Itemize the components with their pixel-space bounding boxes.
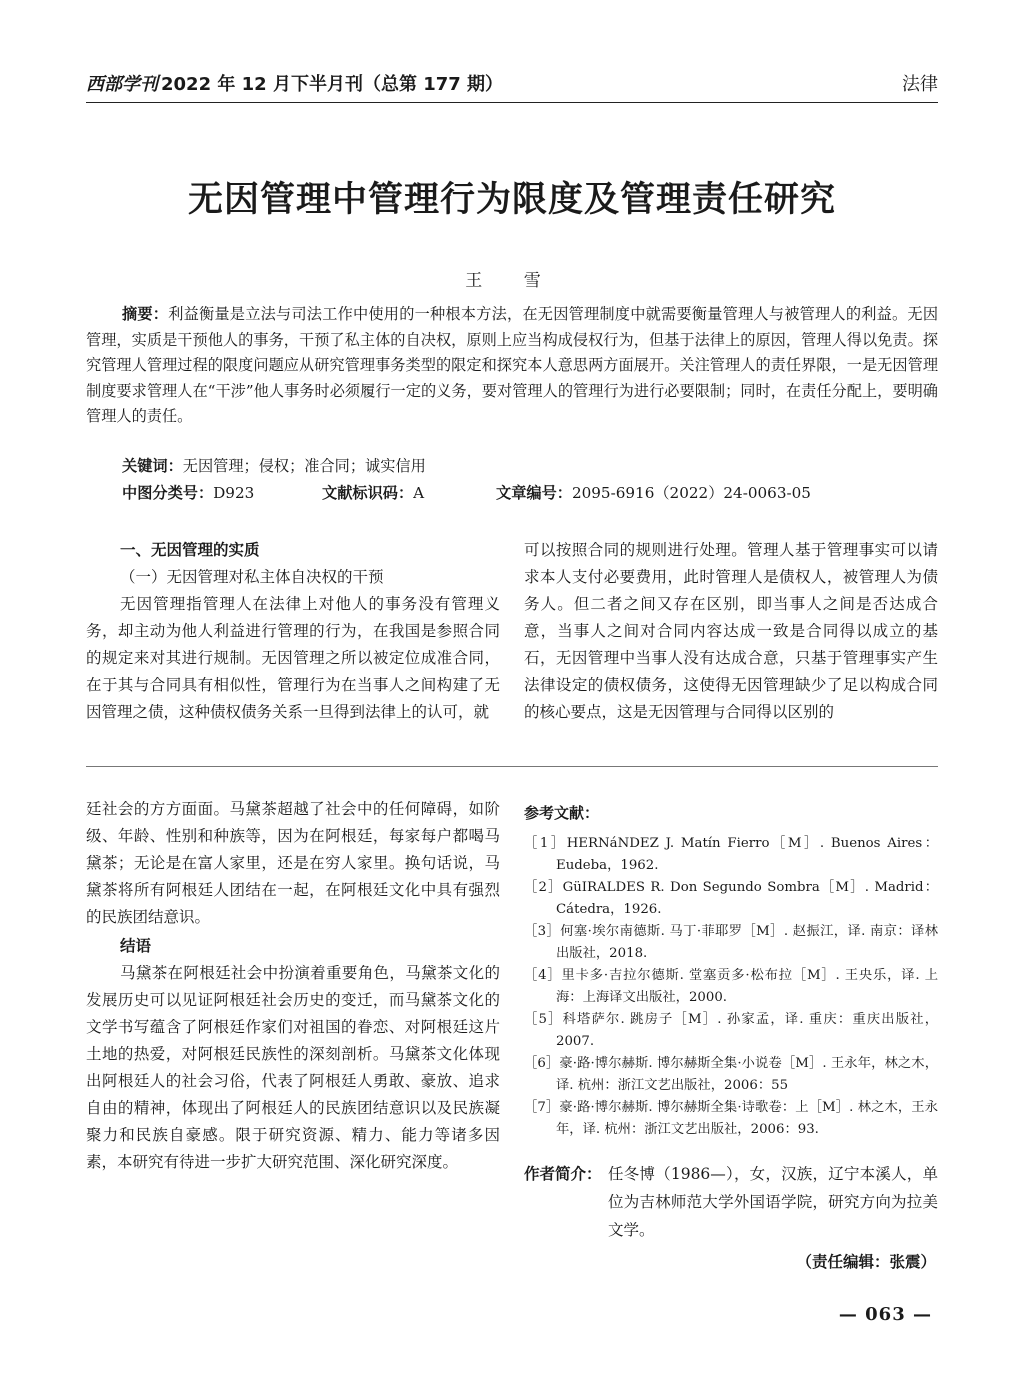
article-number-label: 文章编号： xyxy=(496,484,572,502)
conclusion-heading: 结语 xyxy=(120,937,152,955)
journal-info xyxy=(86,70,503,96)
keywords xyxy=(122,455,426,476)
reference-item: ［5］科塔萨尔. 跳房子［M］. 孙家孟，译. 重庆：重庆出版社，2007. xyxy=(524,1012,938,1049)
body-paragraph: 无因管理指管理人在法律上对他人的事务没有管理义务，却主动为他人利益进行管理的行为，在我国是参照合同的规定来对其进行规制。无因管理之所以被定位成准合同，在于其与合同具有相似性，管理行为在当事人之间构建了无因管理之债，这种债权债务关系一旦得到法律上的认可，就 xyxy=(86,595,500,721)
article-title: 无因管理中管理行为限度及管理责任研究 xyxy=(187,180,836,220)
article-divider xyxy=(86,766,938,767)
body-paragraph: 可以按照合同的规则进行处理。管理人基于管理事实可以请求本人支付必要费用，此时管理人是债权人，被管理人为债务人。但二者之间又存在区别，即当事人之间是否达成合意，当事人之间对合同内容达成一致是合同得以成立的基石，无因管理中当事人没有达成合意，只基于管理事实产生法律设定的债权债务，这使得无因管理缺少了足以构成合同的核心要点，这是无因管理与合同得以区别的 xyxy=(524,541,938,721)
references xyxy=(524,800,938,1141)
keywords-label: 关键词： xyxy=(122,457,183,475)
reference-item: ［3］何塞·埃尔南德斯. 马丁·菲耶罗［M］. 赵振江，译. 南京：译林出版社，2018. xyxy=(524,924,938,961)
classification-value: D923 xyxy=(213,484,255,502)
doc-code xyxy=(322,482,496,503)
journal-logo: 西部学刊 xyxy=(86,74,158,95)
doc-code-value: A xyxy=(413,484,425,502)
author-name: 王 雪 xyxy=(465,271,559,291)
subsection-heading: （一）无因管理对私主体自决权的干预 xyxy=(120,568,384,586)
page-number: — 063 — xyxy=(838,1304,932,1325)
article-number xyxy=(496,482,811,503)
responsible-editor: （责任编辑：张震） xyxy=(796,1253,936,1271)
classification xyxy=(122,482,322,503)
body-paragraph: 廷社会的方方面面。马黛茶超越了社会中的任何障碍，如阶级、年龄、性别和种族等，因为在阿根廷，每家每户都喝马黛茶；无论是在富人家里，还是在穷人家里。换句话说，马黛茶将所有阿根廷人团结在一起，在阿根廷文化中具有强烈的民族团结意识。 xyxy=(86,800,500,926)
body-paragraph: 马黛茶在阿根廷社会中扮演着重要角色，马黛茶文化的发展历史可以见证阿根廷社会历史的变迁，而马黛茶文化的文学书写蕴含了阿根廷作家们对祖国的眷恋、对阿根廷这片土地的热爱，对阿根廷民族性的深刻剖析。马黛茶文化体现出阿根廷人的社会习俗，代表了阿根廷人勇敢、豪放、追求自由的精神，体现出了阿根廷人的民族团结意识以及民族凝聚力和民族自豪感。限于研究资源、精力、能力等诸多因素，本研究有待进一步扩大研究范围、深化研究深度。 xyxy=(86,964,500,1171)
body-column-right-top xyxy=(524,537,938,726)
section-heading: 一、无因管理的实质 xyxy=(120,541,260,559)
abstract-text: 利益衡量是立法与司法工作中使用的一种根本方法，在无因管理制度中就需要衡量管理人与被管理人的利益。无因管理，实质是干预他人的事务，干预了私主体的自决权，原则上应当构成侵权行为，但基于法律上的原因，管理人得以免责。探究管理人管理过程的限度问题应从研究管理事务类型的限定和探究本人意思两方面展开。关注管理人的责任界限，一是无因管理制度要求管理人在“干涉”他人事务时必须履行一定的义务，要对管理人的管理行为进行必要限制；同时，在责任分配上，要明确管理人的责任。 xyxy=(86,305,939,425)
issue-info: 2022 年 12 月下半月刊（总第 177 期） xyxy=(161,74,504,95)
running-header xyxy=(86,68,938,103)
classification-label: 中图分类号： xyxy=(122,484,214,502)
reference-item: ［6］豪·路·博尔赫斯. 博尔赫斯全集·小说卷［M］. 王永年，林之木，译. 杭州：浙江文艺出版社，2006：55 xyxy=(524,1056,938,1093)
section-name: 法律 xyxy=(902,74,938,95)
article-meta xyxy=(122,482,842,503)
keywords-text: 无因管理；侵权；准合同；诚实信用 xyxy=(182,457,426,475)
reference-item: ［2］GüIRALDES R. Don Segundo Sombra［M］. Madrid：Cátedra，1926. xyxy=(524,880,938,917)
reference-item: ［4］里卡多·吉拉尔德斯. 堂塞贡多·松布拉［M］. 王央乐，译. 上海：上海译文出版社，2000. xyxy=(524,968,938,1005)
reference-item: ［1］HERNáNDEZ J. Matín Fierro［M］. Buenos Aires：Eudeba，1962. xyxy=(524,836,938,873)
abstract-label: 摘要： xyxy=(122,305,169,323)
abstract xyxy=(86,302,938,430)
body-column-left-bottom xyxy=(86,796,500,1176)
article-number-value: 2095-6916（2022）24-0063-05 xyxy=(571,484,811,502)
body-column-left-top xyxy=(86,537,500,726)
references-heading: 参考文献： xyxy=(524,804,600,822)
author-bio-text: 任冬博（1986—），女，汉族，辽宁本溪人，单位为吉林师范大学外国语学院，研究方向为拉美文学。 xyxy=(608,1165,938,1239)
author-bio-label: 作者简介： xyxy=(524,1165,602,1183)
reference-item: ［7］豪·路·博尔赫斯. 博尔赫斯全集·诗歌卷：上［M］. 林之木，王永年，译. 杭州：浙江文艺出版社，2006：93. xyxy=(524,1100,938,1137)
author-bio xyxy=(524,1160,938,1244)
doc-code-label: 文献标识码： xyxy=(322,484,414,502)
